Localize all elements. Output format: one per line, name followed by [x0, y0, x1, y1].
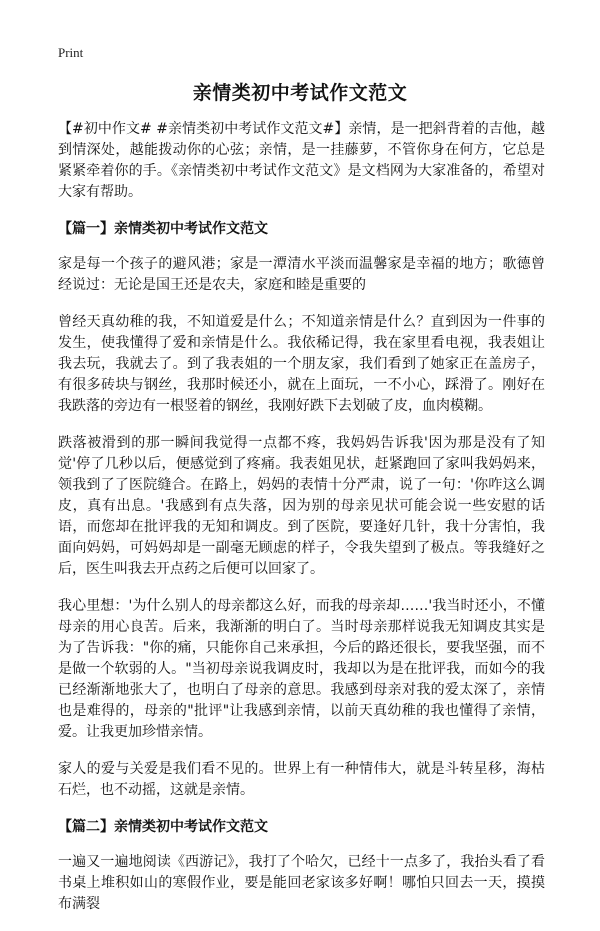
section-1-paragraph-1: 家是每一个孩子的避风港；家是一潭清水平淡而温馨家是幸福的地方；歌德曾经说过：无论是国王还是农夫，家庭和睦是重要的: [58, 256, 545, 293]
section-1-paragraph-5: 家人的爱与关爱是我们看不见的。世界上有一种情伟大，就是斗转星移，海枯石烂，也不动摇，这就是亲情。: [58, 761, 545, 798]
section-2-paragraph-1: 一遍又一遍地阅读《西游记》，我打了个哈欠，已经十一点多了，我抬头看了看书桌上堆积如山的寒假作业，要是能回老家该多好啊！哪怕只回去一天，摸摸布满裂: [58, 854, 545, 912]
section-1-heading: 【篇一】亲情类初中考试作文范文: [58, 221, 268, 237]
section-1-paragraph-2: 曾经天真幼稚的我，不知道爱是什么；不知道亲情是什么？直到因为一件事的发生，使我懂得了爱和亲情是什么。我依稀记得，我在家里看电视，我表姐让我去玩，我就去了。到了我表姐的一个朋友家，我们看到了她家正在盖房子，有很多砖块与钢丝，我那时候还小，就在上面玩，一不小心，踩滑了。刚好在我跌落的旁边有一根竖着的钢丝，我刚好跌下去划破了皮，血肉模糊。: [58, 314, 545, 414]
intro-paragraph: 【#初中作文# #亲情类初中考试作文范文#】亲情，是一把斜背着的吉他，越到情深处，越能拨动你的心弦；亲情，是一挂藤萝，不管你身在何方，它总是紧紧牵着你的手。《亲情类初中考试作文范文》是文档网为大家准备的，希望对大家有帮助。: [58, 121, 545, 200]
section-1-paragraph-3: 跌落被滑到的那一瞬间我觉得一点都不疼，我妈妈告诉我'因为那是没有了知觉'停了几秒以后，便感觉到了疼痛。我表姐见状，赶紧跑回了家叫我妈妈来，领我到了了医院缝合。在路上，妈妈的表情十分严肃，说了一句：'你咋这么调皮，真有出息。'我感到有点失落，因为别的母亲见状可能会说一些安慰的话语，而您却在批评我的无知和调皮。到了医院，要逢好几针，我十分害怕，我面向妈妈，可妈妈却是一副毫无顾虑的样子，令我失望到了极点。等我缝好之后，医生叫我去开点药之后便可以回家了。: [58, 435, 545, 577]
article-body: [58, 119, 545, 931]
section-2-heading: 【篇二】亲情类初中考试作文范文: [58, 819, 268, 835]
section-1-paragraph-4: 我心里想：'为什么别人的母亲都这么好，而我的母亲却……'我当时还小，不懂母亲的用心良苦。后来，我渐渐的明白了。当时母亲那样说我无知调皮其实是为了告诉我："你的痛，只能你自己来承担，今后的路还很长，要我坚强，而不是做一个软弱的人。"当初母亲说我调皮时，我却以为是在批评我，而如今的我已经渐渐地张大了，也明白了母亲的意思。我感到母亲对我的爱太深了，亲情也是难得的，母亲的"批评"让我感到亲情，以前天真幼稚的我也懂得了亲情，爱。让我更加珍惜亲情。: [58, 598, 545, 740]
article-title: 亲情类初中考试作文范文: [192, 82, 408, 104]
print-link[interactable]: Print: [58, 45, 84, 60]
